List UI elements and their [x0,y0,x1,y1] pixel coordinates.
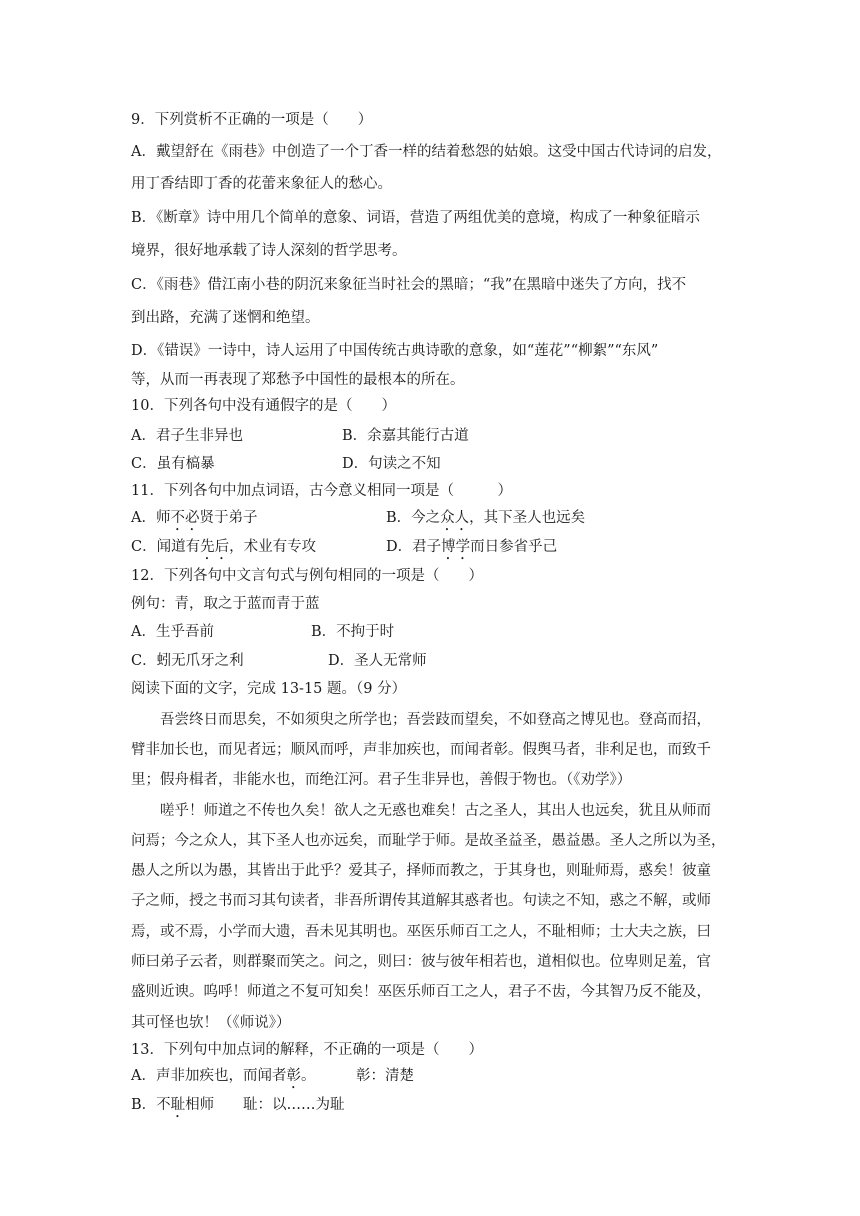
q13-option-b-gloss: 耻：以……为耻 [243,1097,345,1113]
q10-stem: 10．下列各句中没有通假字的是（ ） [131,398,396,414]
emphasized-word: 先后 [200,539,230,555]
passage2-line4: 子之师，授之书而习其句读者，非吾所谓传其道解其惑者也。句读之不知，惑之不解，或师 [131,893,711,909]
q9-option-d-line1: D．《错误》一诗中，诗人运用了中国传统古典诗歌的意象，如“莲花”“柳絮”“东风” [131,343,659,359]
passage2-line7: 盛则近谀。呜呼！师道之不复可知矣！巫医乐师百工之人，君子不齿，今其智乃反不能及， [131,984,711,1000]
q10-option-a: A．君子生非异也 [131,428,243,444]
passage2-line5: 焉，或不焉，小学而大遗，吾未见其明也。巫医乐师百工之人，不耻相师；士大夫之族，曰 [131,924,711,940]
q10-option-b: B．余嘉其能行古道 [342,428,469,444]
emphasized-word: 不必 [170,510,200,526]
q12-option-b: B．不拘于时 [311,624,395,640]
passage2-line3: 愚人之所以为愚，其皆出于此乎？爱其子，择师而教之，于其身也，则耻师焉，惑矣！彼童 [131,863,711,879]
q13-option-a-gloss: 彰：清楚 [356,1068,414,1084]
q12-stem: 12．下列各句中文言句式与例句相同的一项是（ ） [131,568,483,584]
q12-option-c: C．蚓无爪牙之利 [131,653,244,669]
q11-option-c: C．闻道有先后，术业有专攻 [131,539,317,555]
q10-option-c: C．虽有槁暴 [131,456,215,472]
passage1-line1: 吾尝终日而思矣，不如须臾之所学也；吾尝跂而望矣，不如登高之博见也。登高而招， [160,712,711,728]
passage1-line2: 臂非加长也，而见者远；顺风而呼，声非加疾也，而闻者彰。假舆马者，非利足也，而致千 [131,742,711,758]
q11-stem: 11．下列各句中加点词语，古今意义相同一项是（ ） [131,483,512,499]
passage2-line2: 问焉；今之众人，其下圣人也亦远矣，而耻学于师。是故圣益圣，愚益愚。圣人之所以为圣， [131,833,726,849]
emphasized-word: 耻 [170,1097,186,1113]
q9-option-a-line2: 用丁香结即丁香的花蕾来象征人的愁心。 [131,176,392,192]
q9-stem: 9．下列赏析不正确的一项是（ ） [131,112,373,128]
q9-option-c-line2: 到出路，充满了迷惘和绝望。 [131,310,320,326]
q10-option-d: D．句读之不知 [342,456,441,472]
q11-option-a: A．师不必贤于弟子 [131,510,258,526]
emphasized-word: 彰 [286,1068,301,1084]
q11-option-b: B．今之众人，其下圣人也远矣 [386,510,586,526]
passage2-line6: 师曰弟子云者，则群聚而笑之。问之，则曰：彼与彼年相若也，道相似也。位卑则足羞，官 [131,954,711,970]
q12-option-a: A．生乎吾前 [131,624,214,640]
q13-option-a: A．声非加疾也，而闻者彰。 [131,1068,316,1084]
q9-option-b-line2: 境界，很好地承载了诗人深刻的哲学思考。 [131,243,407,259]
q9-option-c-line1: C．《雨巷》借江南小巷的阴沉来象征当时社会的黑暗；“我”在黑暗中迷失了方向，找不 [131,277,687,293]
emphasized-word: 众人 [440,510,470,526]
emphasized-word: 博学 [441,539,471,555]
q9-option-b-line1: B．《断章》诗中用几个简单的意象、词语，营造了两组优美的意境，构成了一种象征暗示 [131,210,700,226]
reading-intro: 阅读下面的文字，完成 13-15 题。（9 分） [131,681,407,697]
q13-stem: 13．下列句中加点词的解释，不正确的一项是（ ） [131,1042,483,1058]
q12-example: 例句：青，取之于蓝而青于蓝 [131,596,320,612]
q9-option-d-line2: 等，从而一再表现了郑愁予中国性的最根本的所在。 [131,372,465,388]
q12-option-d: D．圣人无常师 [328,653,427,669]
passage1-line3: 里；假舟楫者，非能水也，而绝江河。君子生非异也，善假于物也。（《劝学》） [131,772,632,788]
passage2-line8: 其可怪也欤！（《师说》） [131,1015,291,1031]
q13-option-b: B．不耻相师 [131,1097,215,1113]
passage2-line1: 嗟乎！师道之不传也久矣！欲人之无惑也难矣！古之圣人，其出人也远矣，犹且从师而 [160,803,711,819]
q11-option-d: D．君子博学而日参省乎己 [386,539,558,555]
q9-option-a-line1: A．戴望舒在《雨巷》中创造了一个丁香一样的结着愁怨的姑娘。这受中国古代诗词的启发， [131,144,722,160]
